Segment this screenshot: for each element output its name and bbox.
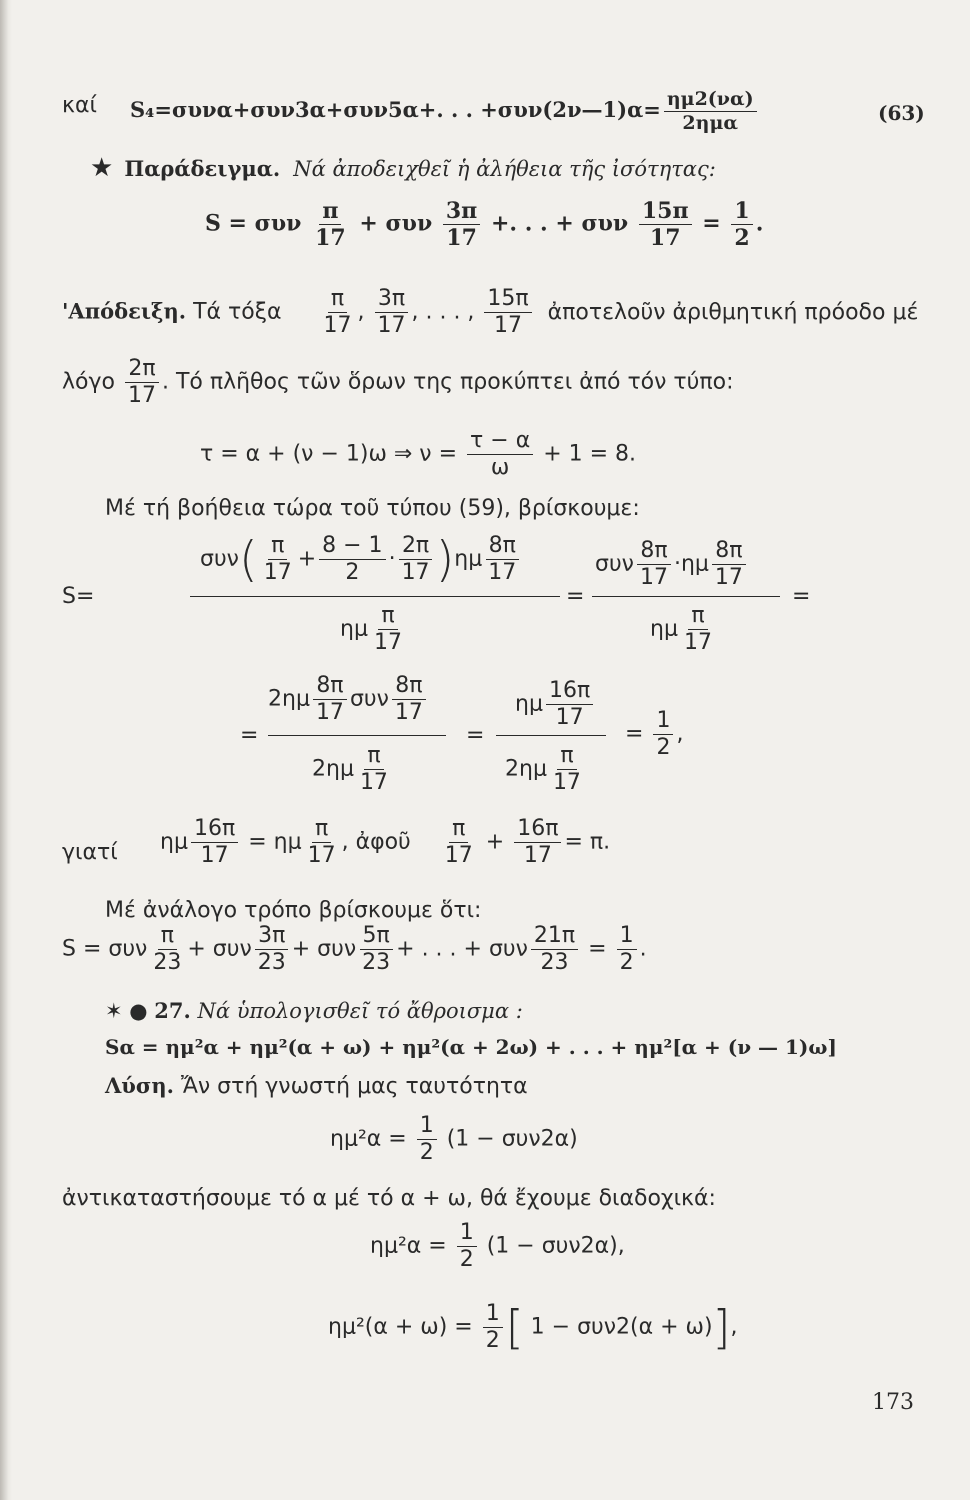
row2-denominator-2 xyxy=(505,745,587,794)
frac-den: 17 xyxy=(639,565,668,590)
frac-num: 16π xyxy=(514,818,561,843)
analog-text: Μέ ἀνάλογο τρόπο βρίσκουμε ὅτι: xyxy=(105,898,482,923)
eq63-tag: (63) xyxy=(878,101,925,125)
ex27-marks: ✶ ● xyxy=(105,999,148,1023)
frac-den: 17 xyxy=(323,313,352,338)
seq2-inner: 1 − συν2(α + ω) xyxy=(530,1314,713,1340)
subst-text: ἀντικαταστήσουμε τό α μέ τό α + ω, θά ἔχουμε διαδοχικά: xyxy=(62,1186,716,1211)
fraction-bar-3 xyxy=(268,735,446,736)
seq1-half xyxy=(457,1222,477,1271)
frac-num: 8π xyxy=(313,675,346,700)
big-denominator-1 xyxy=(340,605,408,654)
frac-den: 17 xyxy=(494,313,523,338)
dots-syn: + . . . + συν xyxy=(396,936,528,962)
big-numerator-2: συν $\frac{8\pi}{17}$ ·ημ $\frac{8\pi}{17}$ xyxy=(595,540,749,589)
eq63-lhs: S₄=συνα+συν3α+συν5α+. . . +συν(2ν—1)α= xyxy=(130,97,661,122)
frac-num: π xyxy=(312,818,331,843)
period: . xyxy=(639,936,647,962)
syn: συν xyxy=(200,546,239,572)
big-s-label: S= xyxy=(62,584,95,609)
example-title: Παράδειγμα. xyxy=(124,156,281,181)
frac-den: 2 xyxy=(345,560,360,585)
two-im: 2ημ xyxy=(505,756,547,782)
frac-den: 23 xyxy=(257,950,286,975)
frac-den: 2 xyxy=(485,1328,500,1353)
frac-num: 5π xyxy=(360,925,393,950)
two-im: 2ημ xyxy=(268,686,310,712)
a-half xyxy=(617,925,637,974)
solution-text: Ἄν στή γνωστή μας ταυτότητα xyxy=(180,1074,528,1099)
nf2-8pi17a xyxy=(637,540,671,589)
count-frac xyxy=(467,430,533,479)
frac-den: 23 xyxy=(540,950,569,975)
frac-num: π xyxy=(688,605,707,630)
seq2-lhs: ημ²(α + ω) = xyxy=(328,1314,473,1340)
frac-num: 2π xyxy=(399,535,432,560)
ex27-text: Νά ὑπολογισθεῖ τό ἄθροισμα : xyxy=(197,999,523,1023)
example-equation xyxy=(205,200,763,249)
r2-16pi17 xyxy=(546,680,593,729)
g2-pi17 xyxy=(442,818,476,867)
frac-den: 2 xyxy=(419,1140,434,1165)
big-numerator-1: συν( $\frac{\pi}{17}$ + $\frac{8 - 1}{2}$ · $\frac{2\pi}{17}$ )ημ $\frac{8\pi}{17}$ xyxy=(200,535,522,584)
frac-num: π xyxy=(378,605,397,630)
equals-sign: = xyxy=(702,210,721,237)
frac-num: π xyxy=(557,745,576,770)
half-frac xyxy=(653,710,673,759)
frac-num: 3π xyxy=(443,200,480,225)
equals-3: = xyxy=(240,723,259,748)
frac-num: 1 xyxy=(617,925,637,950)
id-half xyxy=(417,1115,437,1164)
frac-den: 17 xyxy=(523,843,552,868)
frac-num: 1 xyxy=(457,1222,477,1247)
example-dots-syn: +. . . + συν xyxy=(490,210,629,237)
frac-den: 17 xyxy=(394,700,423,725)
frac-den: 17 xyxy=(683,630,712,655)
analog-equation xyxy=(62,925,647,974)
frac-num: 16π xyxy=(546,680,593,705)
period: . xyxy=(755,210,764,237)
frac-num: 8π xyxy=(486,535,519,560)
df2-pi17 xyxy=(681,605,715,654)
im: ημ xyxy=(340,616,368,642)
proof-ratio-tail: . Τό πλῆθος τῶν ὅρων της προκύπτει ἀπό τόν τύπο: xyxy=(161,369,734,395)
ex27-heading xyxy=(105,1000,523,1022)
proof-arcs-line: 'Απόδειξη. Τά τόξα $\frac{\pi}{17}$ , $\frac{3\pi}{17}$ , . . . , $\frac{15\pi}{17}$ ἀποτελοῦν ἀριθμητική πρόοδο μέ xyxy=(62,286,919,338)
frac-den: 17 xyxy=(200,843,229,868)
equals-sign: = xyxy=(625,721,644,747)
row2-numerator-2 xyxy=(515,680,596,729)
frac-den: 17 xyxy=(714,565,743,590)
im: ημ xyxy=(680,551,709,577)
ex27-number: 27. xyxy=(154,998,191,1023)
fraction-bar-4 xyxy=(496,735,606,736)
example-plus-syn: + συν xyxy=(359,210,433,237)
example-frac-1 xyxy=(312,200,349,249)
two-im: 2ημ xyxy=(312,756,354,782)
seq1-rhs: (1 − συν2α), xyxy=(486,1233,625,1259)
r2d-pi17 xyxy=(550,745,584,794)
syn: συν xyxy=(595,551,634,577)
nf-8m1-2 xyxy=(319,535,385,584)
id-rhs: (1 − συν2α) xyxy=(446,1126,578,1152)
example-frac-3 xyxy=(639,200,692,249)
plus-syn: + συν xyxy=(187,936,252,962)
frac-den: 23 xyxy=(153,950,182,975)
pi-result: = π. xyxy=(564,829,611,855)
solution-line xyxy=(105,1075,528,1098)
star-icon: ★ xyxy=(90,153,114,183)
count-equation xyxy=(200,430,636,479)
page-spine-shadow xyxy=(0,0,12,1500)
frac-num: 3π xyxy=(375,288,408,313)
comma: , xyxy=(676,721,684,747)
frac-num: 8π xyxy=(637,540,670,565)
frac-num: π xyxy=(328,288,347,313)
r2-pi17 xyxy=(357,745,391,794)
frac-den: 2 xyxy=(656,735,671,760)
r2-8pi17a xyxy=(313,675,347,724)
row2-denominator-1 xyxy=(312,745,394,794)
im: ημ xyxy=(160,829,188,855)
eq63-denominator: 2ημα xyxy=(682,112,738,134)
nf-2pi17 xyxy=(399,535,433,584)
frac-num: π xyxy=(319,200,341,225)
equals-2: = xyxy=(792,584,811,609)
frac-den: 2 xyxy=(734,225,750,251)
proof-ratio-lead: λόγο xyxy=(62,369,115,395)
example-s-syn: S = συν xyxy=(205,210,302,237)
frac-den: 17 xyxy=(307,843,336,868)
equals-sign: = xyxy=(588,936,607,962)
g2-16pi17 xyxy=(514,818,561,867)
example-frac-2 xyxy=(443,200,480,249)
a-pi23 xyxy=(150,925,184,974)
ex27-formula: Sα = ημ²α + ημ²(α + ω) + ημ²(α + 2ω) + . . . + ημ²[α + (ν — 1)ω] xyxy=(105,1035,837,1059)
frac-num: π xyxy=(268,535,287,560)
identity-equation xyxy=(330,1115,578,1164)
nf2-8pi17b xyxy=(712,540,746,589)
frac-den: 17 xyxy=(488,560,517,585)
im: ημ xyxy=(515,691,543,717)
frac-num: 3π xyxy=(255,925,288,950)
ratio-frac xyxy=(125,358,159,407)
frac-den: 17 xyxy=(315,225,346,251)
frac-num: 1 xyxy=(731,200,752,225)
eq63-formula xyxy=(130,90,760,133)
frac-num: 2π xyxy=(125,358,158,383)
right-bracket: ] xyxy=(712,1300,731,1355)
proof-title: 'Απόδειξη. xyxy=(62,298,187,324)
equals-sign: = xyxy=(248,829,267,855)
im: ημ xyxy=(454,546,483,572)
nf-8pi17 xyxy=(485,535,519,584)
arc-frac-1 xyxy=(320,288,354,337)
eq63-numerator: ημ2(να) xyxy=(664,90,757,112)
frac-den: 17 xyxy=(377,313,406,338)
giati-equation: ημ $\frac{16\pi}{17}$ = ημ $\frac{\pi}{17}$ , ἀφοῦ $\frac{\pi}{17}$ + $\frac{16\pi}{17}$ = π. xyxy=(160,816,611,868)
frac-num: τ − α xyxy=(467,430,533,455)
left-paren: ( xyxy=(238,531,258,588)
frac-den: 17 xyxy=(373,630,402,655)
count-right: + 1 = 8. xyxy=(543,441,637,467)
count-left: τ = α + (ν − 1)ω ⇒ ν = xyxy=(200,441,458,467)
g-16pi17 xyxy=(191,818,238,867)
seq1-equation xyxy=(370,1222,625,1271)
frac-den: 2 xyxy=(619,950,634,975)
right-paren: ) xyxy=(435,531,455,588)
nf-pi17 xyxy=(261,535,295,584)
syn: συν xyxy=(349,686,389,712)
seq1-lhs: ημ²α = xyxy=(370,1233,447,1259)
s-syn: S = συν xyxy=(62,936,148,962)
frac-num: 21π xyxy=(531,925,578,950)
example-heading xyxy=(90,155,716,181)
arc-frac-2 xyxy=(374,288,408,337)
fraction-bar-2 xyxy=(592,596,780,597)
frac-den: ω xyxy=(490,455,510,480)
eq63-lead: καί xyxy=(62,93,97,118)
example-text: Νά ἀποδειχθεῖ ἡ ἀλήθεια τῆς ἰσότητας: xyxy=(293,157,716,181)
frac-num: 8 − 1 xyxy=(319,535,385,560)
equals-1: = xyxy=(566,584,585,609)
im: ημ xyxy=(273,829,302,855)
frac-den: 17 xyxy=(552,770,581,795)
frac-den: 17 xyxy=(401,560,430,585)
frac-num: 15π xyxy=(639,200,692,225)
solution-title: Λύση. xyxy=(105,1073,174,1098)
frac-num: 1 xyxy=(417,1115,437,1140)
eq63-fraction xyxy=(664,90,757,133)
frac-den: 17 xyxy=(315,700,344,725)
equals-4: = xyxy=(466,723,485,748)
frac-num: π xyxy=(158,925,177,950)
proof-arcs-lead: Τά τόξα xyxy=(193,299,282,325)
proof-arcs-tail: ἀποτελοῦν ἀριθμητική πρόοδο μέ xyxy=(547,299,919,325)
im: ημ xyxy=(650,616,678,642)
frac-num: π xyxy=(449,818,468,843)
plus-syn: + συν xyxy=(291,936,357,962)
r2-8pi17b xyxy=(392,675,426,724)
half-result xyxy=(625,710,683,759)
giati-label: γιατί xyxy=(62,840,118,865)
df-pi17 xyxy=(371,605,405,654)
frac-num: 8π xyxy=(392,675,425,700)
frac-num: 1 xyxy=(483,1303,503,1328)
a-21pi23 xyxy=(531,925,578,974)
seq2-equation: ημ²(α + ω) = $\frac{1}{2}$ [ 1 − συν2(α + ω)], xyxy=(328,1300,738,1355)
frac-den: 17 xyxy=(263,560,292,585)
afou: , ἀφοῦ xyxy=(341,829,411,855)
frac-num: 16π xyxy=(191,818,238,843)
frac-den: 17 xyxy=(127,383,156,408)
frac-num: 1 xyxy=(653,710,673,735)
big-denominator-2 xyxy=(650,605,718,654)
id-lhs: ημ²α = xyxy=(330,1126,407,1152)
with-help-line: Μέ τή βοήθεια τώρα τοῦ τύπου (59), βρίσκουμε: xyxy=(105,496,640,521)
frac-den: 17 xyxy=(555,705,584,730)
fraction-bar-1 xyxy=(190,596,560,597)
frac-num: 8π xyxy=(712,540,745,565)
frac-den: 17 xyxy=(446,225,477,251)
left-bracket: [ xyxy=(505,1300,524,1355)
frac-den: 17 xyxy=(359,770,388,795)
a-3pi23 xyxy=(255,925,289,974)
g-pi17 xyxy=(305,818,339,867)
example-frac-half xyxy=(731,200,752,249)
frac-den: 17 xyxy=(649,225,681,251)
arc-frac-3 xyxy=(484,288,531,337)
frac-num: π xyxy=(364,745,383,770)
seq2-half xyxy=(483,1303,503,1352)
frac-den: 2 xyxy=(459,1247,474,1272)
row2-numerator-1 xyxy=(268,675,429,724)
frac-num: 15π xyxy=(484,288,531,313)
frac-den: 23 xyxy=(362,950,391,975)
page-number: 173 xyxy=(872,1390,914,1415)
frac-den: 17 xyxy=(444,843,473,868)
proof-ratio-line xyxy=(62,358,734,407)
a-5pi23 xyxy=(359,925,393,974)
